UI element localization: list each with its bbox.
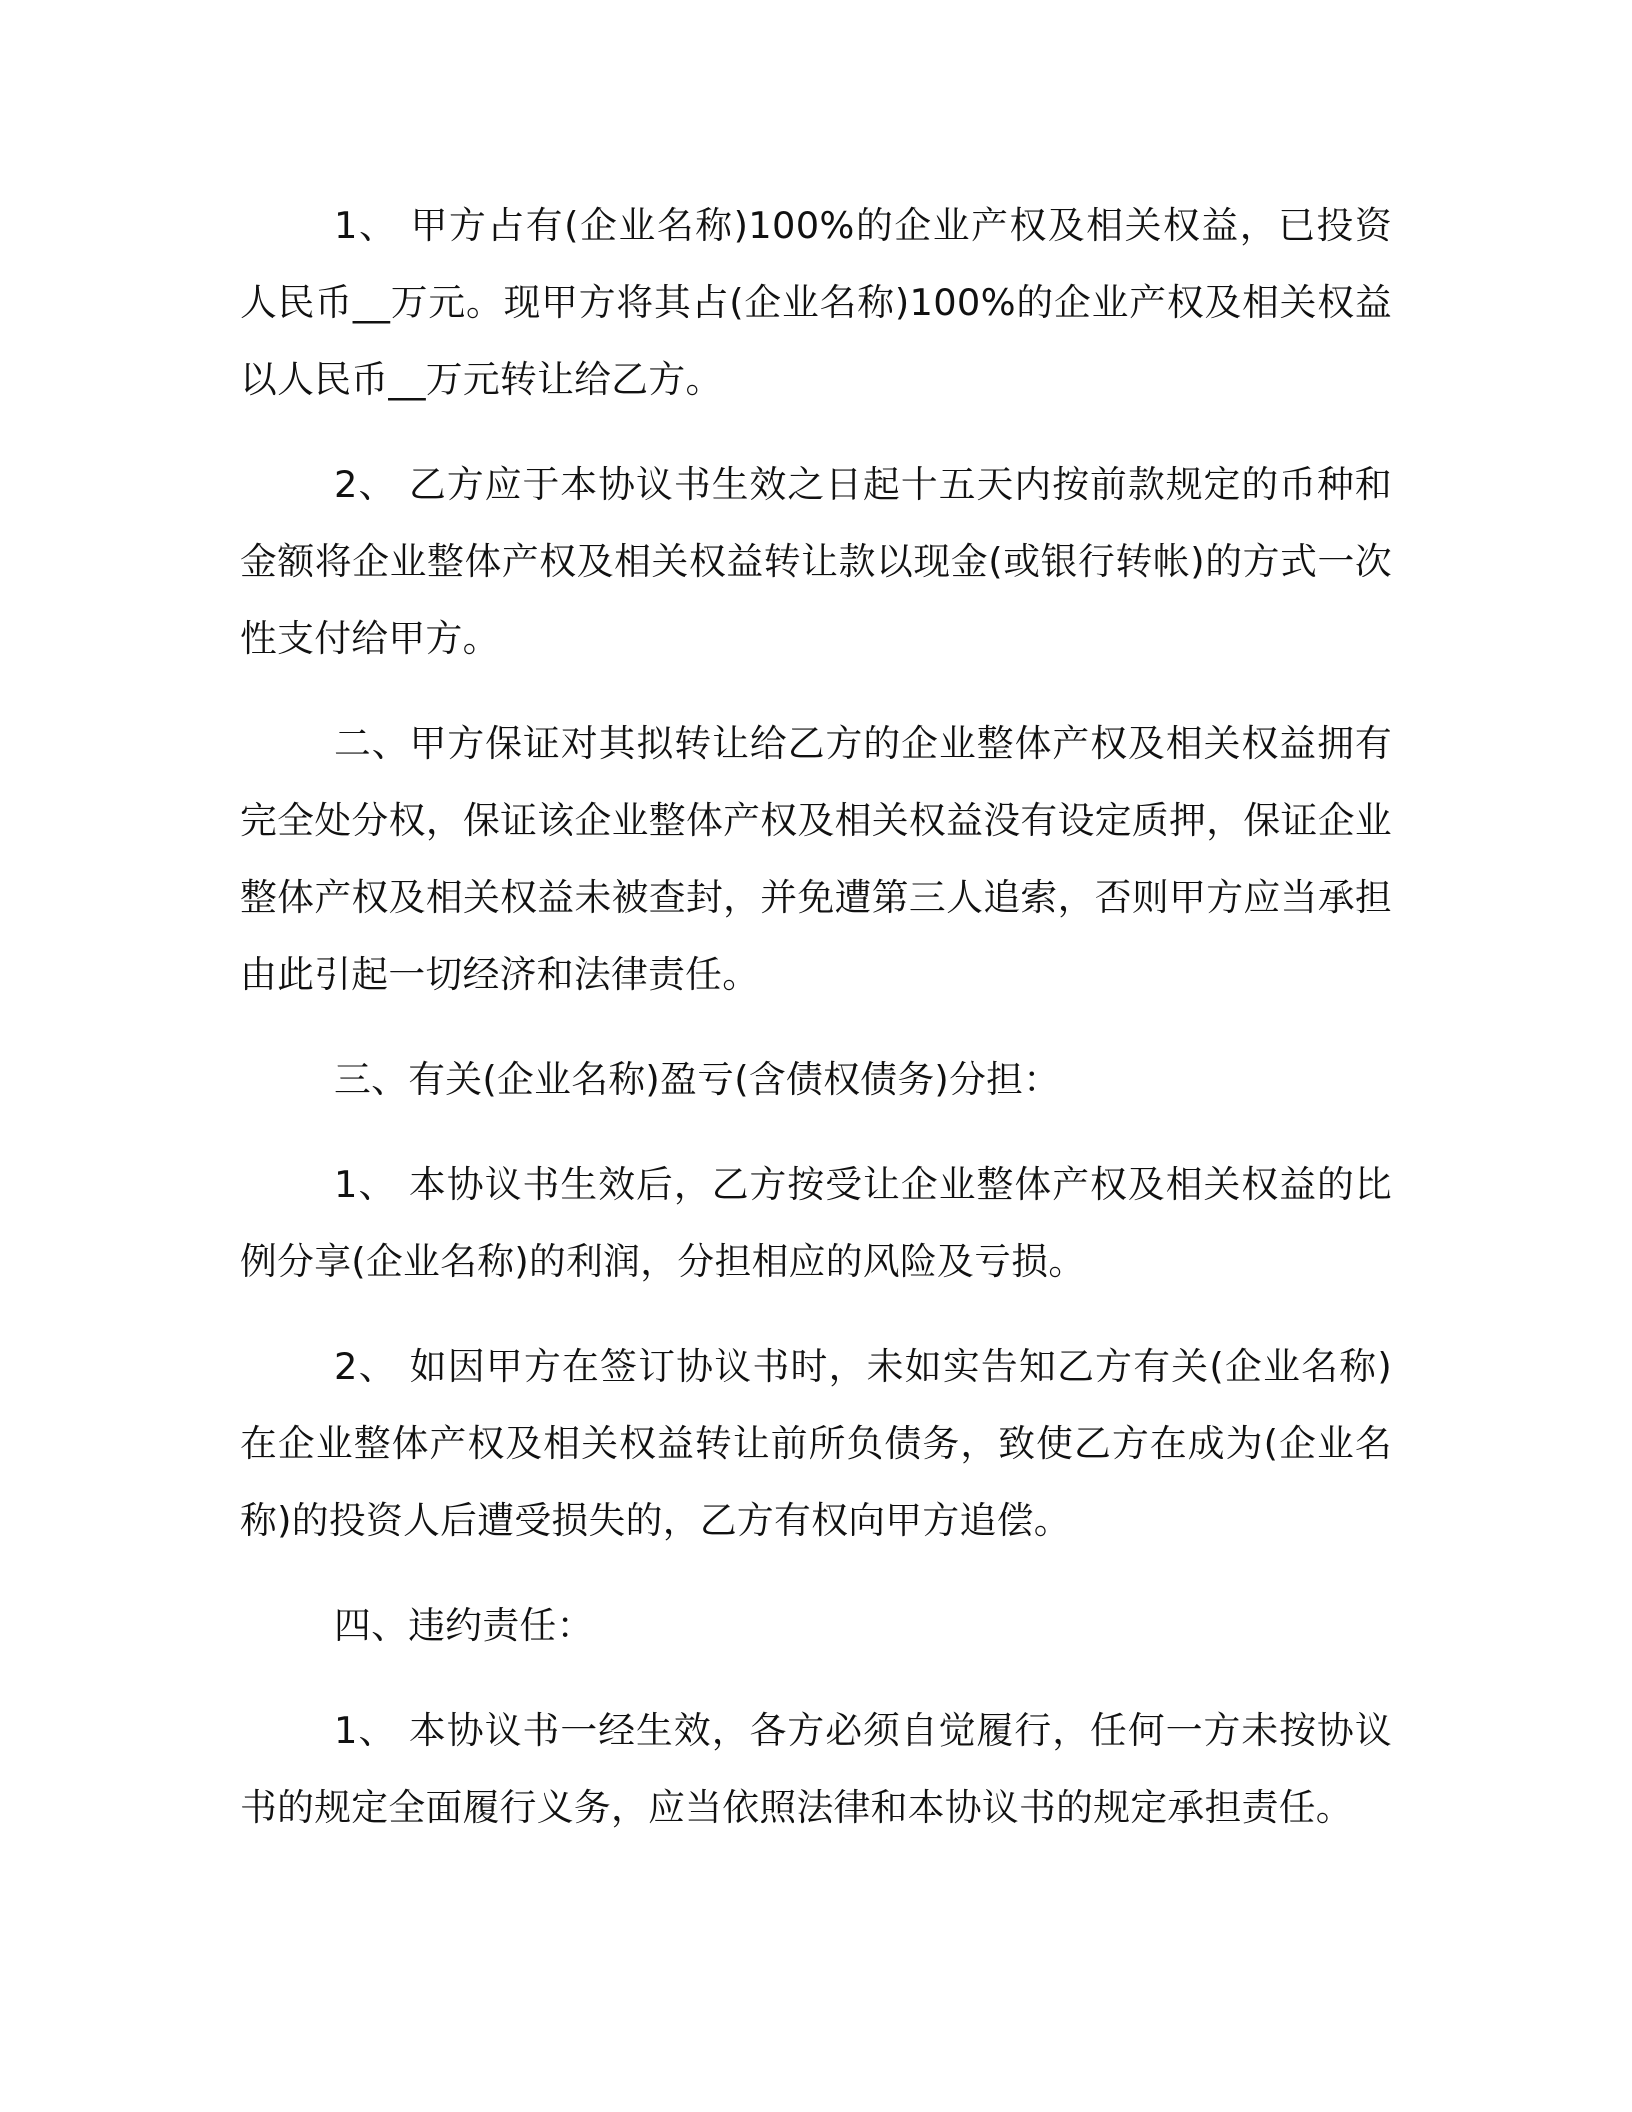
- clause-4-heading-liability: 四、违约责任：: [334, 1604, 594, 1647]
- clause-1-1-transfer-price: 1、 甲方占有(企业名称)100%的企业产权及相关权益，已投资人民币__万元。现甲方将其占(企业名称)100%的企业产权及相关权益以人民币__万元转让给乙方。: [240, 204, 1392, 401]
- clause-1-2-payment: 2、 乙方应于本协议书生效之日起十五天内按前款规定的币种和金额将企业整体产权及相关权益转让款以现金(或银行转帐)的方式一次性支付给甲方。: [240, 463, 1392, 660]
- clause-3-1-profit-sharing: 1、 本协议书生效后，乙方按受让企业整体产权及相关权益的比例分享(企业名称)的利润，分担相应的风险及亏损。: [240, 1163, 1392, 1283]
- clause-2-warranty: 二、甲方保证对其拟转让给乙方的企业整体产权及相关权益拥有完全处分权，保证该企业整体产权及相关权益没有设定质押，保证企业整体产权及相关权益未被查封，并免遭第三人追索，否则甲方应当承担由此引起一切经济和法律责任。: [240, 722, 1392, 996]
- clause-3-heading-profit-loss: 三、有关(企业名称)盈亏(含债权债务)分担：: [334, 1058, 1061, 1101]
- clause-4-1-performance: 1、 本协议书一经生效，各方必须自觉履行，任何一方未按协议书的规定全面履行义务，应当依照法律和本协议书的规定承担责任。: [240, 1709, 1392, 1829]
- clause-3-2-undisclosed-debt: 2、 如因甲方在签订协议书时，未如实告知乙方有关(企业名称)在企业整体产权及相关权益转让前所负债务，致使乙方在成为(企业名称)的投资人后遭受损失的，乙方有权向甲方追偿。: [240, 1345, 1392, 1542]
- document-body: [240, 187, 1392, 1874]
